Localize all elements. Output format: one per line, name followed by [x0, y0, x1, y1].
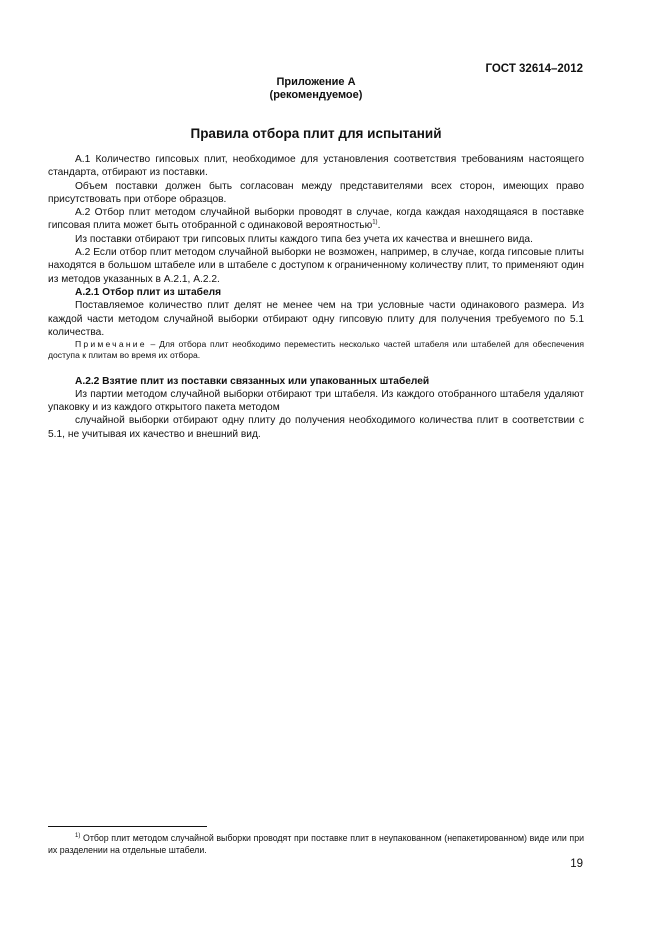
paragraph-a22-1: Из партии методом случайной выборки отбирают три штабеля. Из каждого отобранного штабеля удаляют упаковку и из каждого открытого пакета методом — [48, 388, 584, 414]
note-label: Примечание — [75, 339, 147, 350]
paragraph-a2-1-text: А.2 Отбор плит методом случайной выборки проводят в случае, когда каждая находящаяся в поставке гипсовая плита может быть отобранной с одинаковой вероятностью — [48, 207, 584, 232]
section-a21-heading: А.2.1 Отбор плит из штабеля — [75, 286, 222, 298]
footnote — [48, 832, 584, 856]
appendix-status: (рекомендуемое) — [269, 89, 363, 101]
paragraph-a2-1-end: . — [377, 220, 381, 232]
paragraph-a21-1: Поставляемое количество плит делят не менее чем на три условные части одинакового размера. Из каждой части методом случайной выборки отбирают одну гипсовую плиту для получения требуемого по 5.1 количества. — [48, 300, 584, 338]
section-a22-heading: А.2.2 Взятие плит из поставки связанных или упакованных штабелей — [75, 375, 430, 387]
standard-code: ГОСТ 32614–2012 — [485, 63, 583, 75]
footnote-marker: 1) — [75, 833, 81, 840]
paragraph-a22-2: случайной выборки отбирают одну плиту до получения необходимого количества плит в соответствии с 5.1, не учитывая их качество и внешний вид. — [48, 415, 584, 440]
spacer — [48, 362, 584, 375]
footnote-reference: 1) — [372, 220, 378, 227]
paragraph-a1-1: А.1 Количество гипсовых плит, необходимое для установления соответствия требованиям настоящего стандарта, отбирают из поставки. — [48, 154, 584, 179]
footnote-text: Отбор плит методом случайной выборки проводят при поставке плит в неупакованном (непакетированном) виде или при их разделении на отдельные штабели. — [48, 833, 584, 855]
footnote-divider — [48, 826, 207, 827]
page-title: Правила отбора плит для испытаний — [190, 126, 442, 141]
note — [48, 339, 584, 361]
note-text: – Для отбора плит необходимо переместить несколько частей штабеля или штабелей для обеспечения доступа к плитам во время их отбора. — [48, 339, 584, 361]
document-body — [48, 153, 584, 441]
paragraph-a2-1 — [48, 206, 584, 233]
appendix-heading — [0, 76, 632, 102]
paragraph-a2-3: А.2 Если отбор плит методом случайной выборки не возможен, например, в случае, когда гипсовые плиты находятся в большом штабеле или в штабеле с доступом к ограниченному количеству плит, то применяют один из методов указанных в А.2.1, А.2.2. — [48, 247, 584, 285]
paragraph-a1-2: Объем поставки должен быть согласован между представителями всех сторон, имеющих право присутствовать при отборе образцов. — [48, 180, 584, 205]
paragraph-a2-2: Из поставки отбирают три гипсовых плиты каждого типа без учета их качества и внешнего вида. — [75, 233, 533, 245]
page-number: 19 — [570, 858, 583, 870]
appendix-label: Приложение А — [276, 76, 356, 88]
